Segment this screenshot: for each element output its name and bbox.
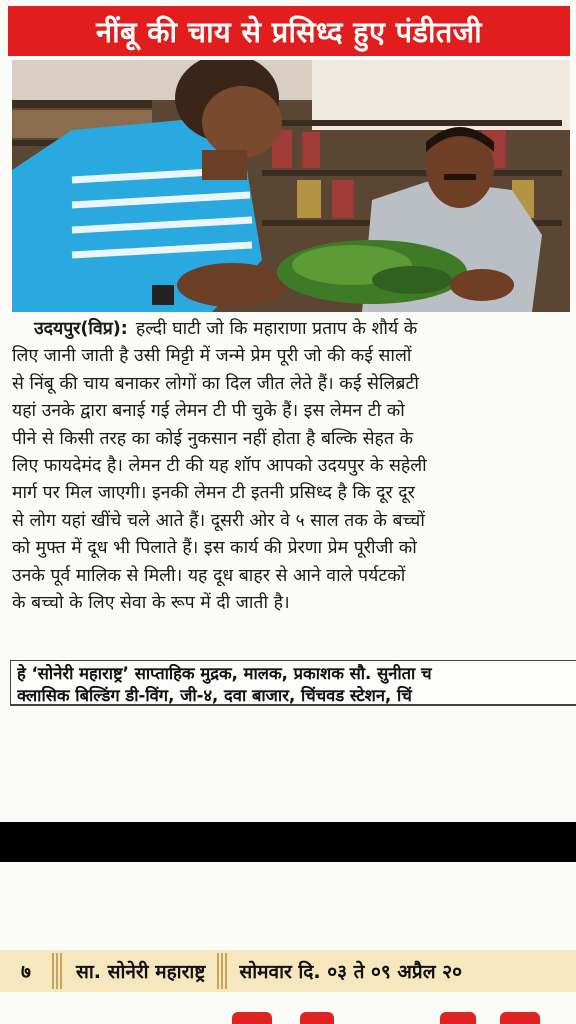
article-line-5: पीने से किसी तरह का कोई नुकसान नहीं होता है बल्कि सेहत के <box>12 428 413 449</box>
cut-off-heading <box>0 1008 576 1024</box>
dateline: उदयपुर(विप्र): <box>34 319 128 339</box>
article-line-8: से लोग यहां खींचे चले आते हैं। दूसरी ओर वे ५ साल तक के बच्चों <box>12 510 425 531</box>
article-line-4: यहां उनके द्वारा बनाई गई लेमन टी पी चुके हैं। इस लेमन टी को <box>12 401 405 422</box>
page-number: ७ <box>21 961 31 983</box>
article-line-11: के बच्चो के लिए सेवा के रूप में दी जाती है। <box>12 593 290 614</box>
article-line-6: लिए फायदेमंद है। लेमन टी की यह शॉप आपको उदयपुर के सहेली <box>12 456 427 477</box>
article-line-9: को मुफ्त में दूध भी पिलाते हैं। इस कार्य की प्रेरणा प्रेम पूरीजी को <box>12 538 417 559</box>
imprint-line-2: क्लासिक बिल्डिंग डी-विंग, जी-४, दवा बाजार, चिंचवड स्टेशन, चिं <box>17 686 412 705</box>
footer-separator <box>217 953 229 989</box>
headline-banner: नींबू की चाय से प्रसिध्द हुए पंडीतजी <box>8 6 570 56</box>
article-line-10: उनके पूर्व मालिक से मिली। यह दूध बाहर से आने वाले पर्यटकों <box>12 565 406 586</box>
imprint-box <box>10 660 576 706</box>
article-photo <box>12 60 570 312</box>
article-line-1: उदयपुर(विप्र): हल्दी घाटी जो कि महाराणा प्रताप के शौर्य के <box>34 319 418 339</box>
page-footer <box>0 950 576 992</box>
issue-date: सोमवार दि. ०३ ते ०९ अप्रैल २० <box>239 961 462 983</box>
imprint-line-1: हे ‘सोनेरी महाराष्ट्र’ साप्ताहिक मुद्रक, मालक, प्रकाशक सौ. सुनीता च <box>17 664 432 683</box>
black-bar <box>0 822 576 862</box>
article-line-3: से निंबू की चाय बनाकर लोगों का दिल जीत लेते हैं। कई सेलिब्रटी <box>12 373 419 394</box>
article-line-7: मार्ग पर मिल जाएगी। इनकी लेमन टी इतनी प्रसिध्द है कि दूर दूर <box>12 483 415 504</box>
photo-image <box>12 60 570 312</box>
footer-separator <box>52 953 64 989</box>
publication-name: सा. सोनेरी महाराष्ट्र <box>76 961 206 983</box>
article-line-2: लिए जानी जाती है उसी मिट्टी में जन्मे प्रेम पूरी जो की कई सालों <box>12 346 412 367</box>
article-body <box>12 316 570 617</box>
